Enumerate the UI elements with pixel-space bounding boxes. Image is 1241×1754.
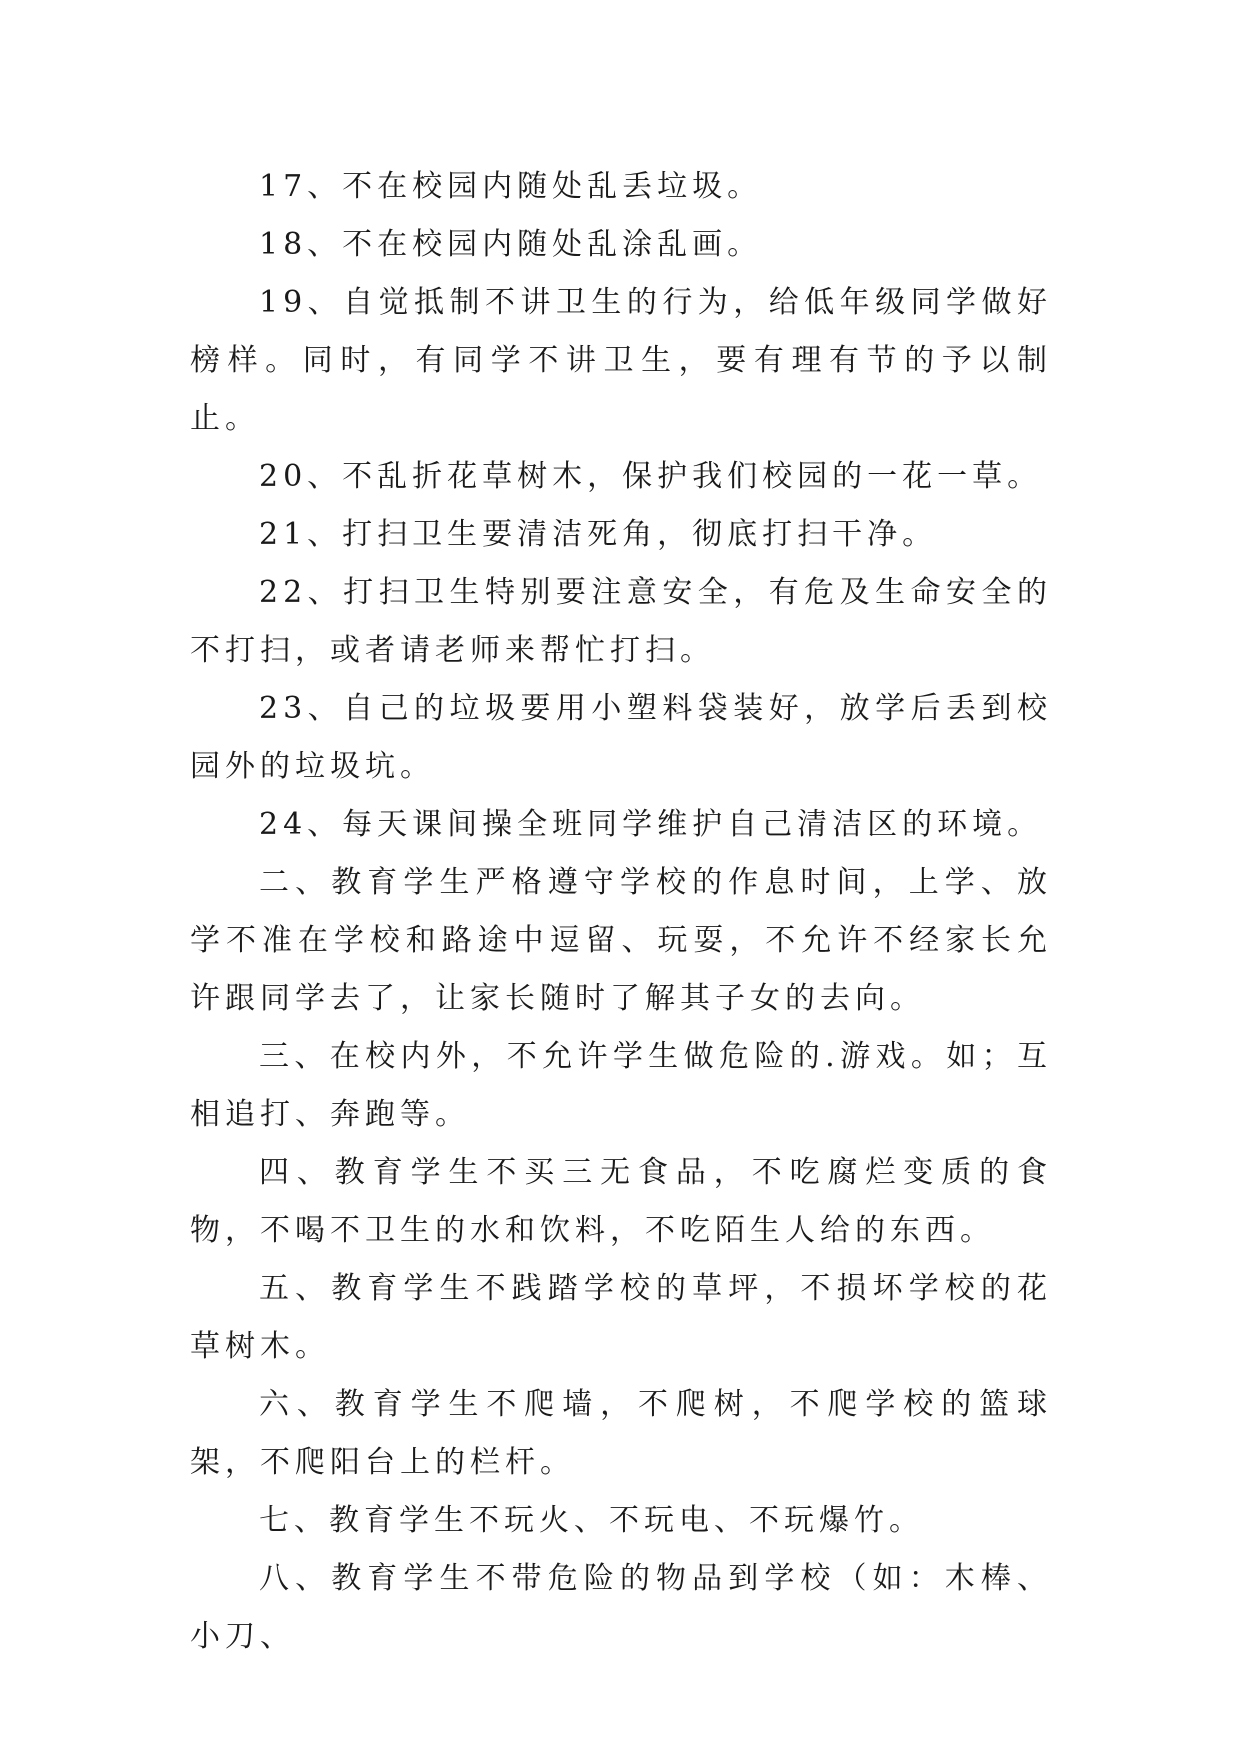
paragraph-section-3: 三、在校内外，不允许学生做危险的.游戏。如；互相追打、奔跑等。 [190, 1039, 1052, 1132]
paragraph-22: 22、打扫卫生特别要注意安全，有危及生命安全的不打扫，或者请老师来帮忙打扫。 [190, 575, 1052, 668]
paragraph-23: 23、自己的垃圾要用小塑料袋装好，放学后丢到校园外的垃圾坑。 [190, 691, 1052, 784]
paragraph-section-8: 八、教育学生不带危险的物品到学校（如：木棒、小刀、 [190, 1561, 1052, 1654]
paragraph-section-4: 四、教育学生不买三无食品，不吃腐烂变质的食物，不喝不卫生的水和饮料，不吃陌生人给的东西。 [190, 1155, 1052, 1248]
paragraph-18: 18、不在校园内随处乱涂乱画。 [259, 227, 763, 262]
paragraph-section-6: 六、教育学生不爬墙，不爬树，不爬学校的篮球架，不爬阳台上的栏杆。 [190, 1387, 1052, 1480]
paragraph-20: 20、不乱折花草树木，保护我们校园的一花一草。 [259, 459, 1043, 494]
paragraph-section-2: 二、教育学生严格遵守学校的作息时间，上学、放学不准在学校和路途中逗留、玩耍，不允许不经家长允许跟同学去了，让家长随时了解其子女的去向。 [190, 865, 1052, 1016]
document-body [190, 158, 1052, 1666]
paragraph-section-5: 五、教育学生不践踏学校的草坪，不损坏学校的花草树木。 [190, 1271, 1052, 1364]
paragraph-21: 21、打扫卫生要清洁死角，彻底打扫干净。 [259, 517, 938, 552]
paragraph-17: 17、不在校园内随处乱丢垃圾。 [259, 169, 763, 204]
paragraph-24: 24、每天课间操全班同学维护自己清洁区的环境。 [259, 807, 1043, 842]
paragraph-section-7: 七、教育学生不玩火、不玩电、不玩爆竹。 [259, 1503, 924, 1538]
paragraph-19: 19、自觉抵制不讲卫生的行为，给低年级同学做好榜样。同时，有同学不讲卫生，要有理有节的予以制止。 [190, 285, 1052, 436]
